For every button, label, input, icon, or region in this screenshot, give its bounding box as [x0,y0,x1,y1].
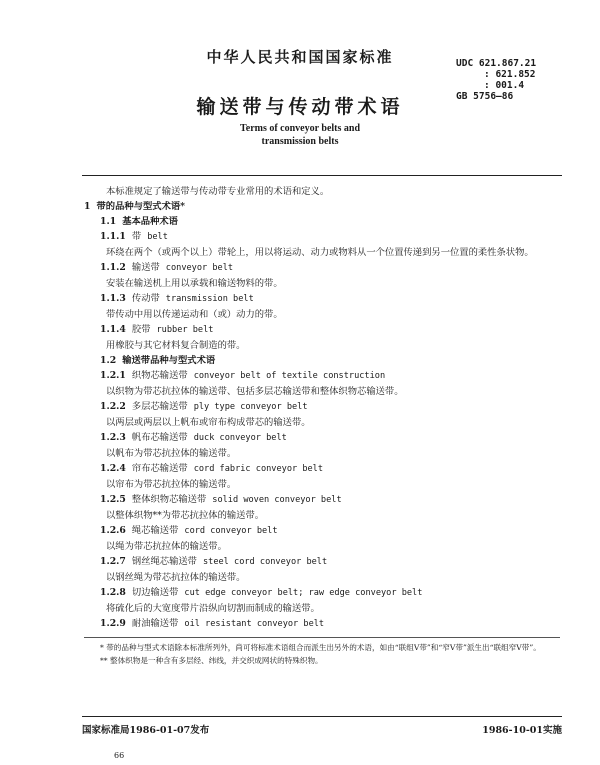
document-title-zh: 输送带与传动带术语 [196,96,404,118]
term-definition: 环绕在两个（或两个以上）带轮上，用以将运动、动力或物料从一个位置传递到另一位置的柔性条状物。 [106,247,534,258]
term-zh: 织物芯输送带 [131,370,188,381]
term-definition: 带传动中用以传递运动和（或）动力的带。 [106,309,283,320]
udc-line-1: UDC 621.867.21 [456,58,537,69]
term-number: 1.2.4 [100,463,126,474]
term-zh: 输送带 [131,262,160,273]
page-number: 66 [114,751,125,760]
term-number: 1.1.4 [100,324,126,335]
term-en: solid woven conveyor belt [212,495,342,505]
document-title-en [0,122,600,148]
term-number: 1.2.1 [100,370,126,381]
term-en: cord fabric conveyor belt [193,464,324,474]
footnotes [100,641,562,667]
term-zh: 耐油输送带 [131,618,179,629]
term-zh: 胶带 [131,324,151,335]
term-en: duck conveyor belt [193,433,287,443]
term-heading [84,492,560,508]
term-zh: 多层芯输送带 [131,401,188,412]
term-definition: 以钢丝绳为带芯抗拉体的输送带。 [106,572,246,583]
term-number: 1.2.5 [100,494,126,505]
term-heading [84,585,560,601]
term-definition: 以绳为带芯抗拉体的输送带。 [106,541,227,552]
term-heading [84,260,560,276]
term-en: rubber belt [156,325,214,335]
term-definition: 以整体织物**为带芯抗拉体的输送带。 [106,510,265,521]
subsection-1-2-heading [84,353,560,368]
term-definition: 以帆布为带芯抗拉体的输送带。 [106,448,237,459]
footnote-1: * 带的品种与型式术语除本标准所列外，尚可将标准术语组合而派生出另外的术语，如由“联组V带”和“窄V带”派生出“联组窄V带”。 [100,643,541,652]
term-zh: 带 [131,231,142,242]
term-en: conveyor belt [165,263,234,273]
term-zh: 帘布芯输送带 [131,463,188,474]
top-divider [82,175,562,176]
section-number: 1 [84,201,91,212]
standard-header-title: 中华人民共和国国家标准 [206,48,394,66]
term-en: conveyor belt of textile construction [193,371,386,381]
term-heading [84,616,560,632]
term-heading [84,229,560,245]
term-number: 1.2.8 [100,587,126,598]
term-heading [84,430,560,446]
term-en: belt [147,232,168,242]
intro-paragraph: 本标准规定了输送带与传动带专业常用的术语和定义。 [106,186,330,197]
term-definition: 以帘布为带芯抗拉体的输送带。 [106,479,237,490]
term-zh: 绳芯输送带 [131,525,179,536]
term-en: oil resistant conveyor belt [184,619,325,629]
term-number: 1.2.9 [100,618,126,629]
term-number: 1.1.2 [100,262,126,273]
subsection-title: 输送带品种与型式术语 [122,355,216,366]
term-number: 1.2.7 [100,556,126,567]
term-zh: 传动带 [131,293,160,304]
term-number: 1.2.3 [100,432,126,443]
term-heading [84,368,560,384]
gb-number: GB 5756—86 [456,91,514,102]
subsection-title: 基本品种术语 [122,216,178,227]
term-en: cord conveyor belt [184,526,278,536]
term-number: 1.1.1 [100,231,126,242]
term-definition: 以织物为带芯抗拉体的输送带、包括多层芯输送带和整体织物芯输送带。 [106,386,404,397]
term-definition: 用橡胶与其它材料复合制造的带。 [106,340,246,351]
term-en: transmission belt [165,294,254,304]
title-en-line-1: Terms of conveyor belts and [240,123,360,134]
term-en: cut edge conveyor belt; raw edge conveyor belt [184,588,423,598]
subsection-number: 1.1 [100,216,117,227]
term-number: 1.1.3 [100,293,126,304]
term-heading [84,523,560,539]
term-zh: 帆布芯输送带 [131,432,188,443]
udc-line-2: : 621.852 [484,69,536,80]
subsection-number: 1.2 [100,355,117,366]
section-title: 带的品种与型式术语* [96,201,186,212]
term-en: ply type conveyor belt [193,402,308,412]
term-zh: 切边输送带 [131,587,179,598]
term-definition: 安装在输送机上用以承载和输送物料的带。 [106,278,283,289]
implementation-date: 1986-10-01实施 [482,725,562,736]
term-heading [84,554,560,570]
footnote-2: ** 整体织物是一种含有多层经、纬线，并交织成网状的特殊织物。 [100,656,323,665]
title-en-line-2: transmission belts [261,136,339,147]
subsection-1-1-heading [84,214,560,229]
term-zh: 整体织物芯输送带 [131,494,207,505]
bottom-divider [82,716,562,717]
term-heading [84,291,560,307]
term-number: 1.2.2 [100,401,126,412]
term-heading [84,399,560,415]
term-zh: 钢丝绳芯输送带 [131,556,197,567]
term-definition: 将硫化后的大宽度带片沿纵向切割而制成的输送带。 [106,603,320,614]
term-heading [84,461,560,477]
term-number: 1.2.6 [100,525,126,536]
issue-date: 国家标准局1986-01-07发布 [82,725,210,736]
term-definition: 以两层或两层以上帆布或帘布构成带芯的输送带。 [106,417,311,428]
term-heading [84,322,560,338]
footnote-divider [84,637,560,638]
udc-line-3: : 001.4 [484,80,525,91]
term-en: steel cord conveyor belt [202,557,328,567]
section-1-heading [84,199,560,214]
document-body [84,184,560,632]
